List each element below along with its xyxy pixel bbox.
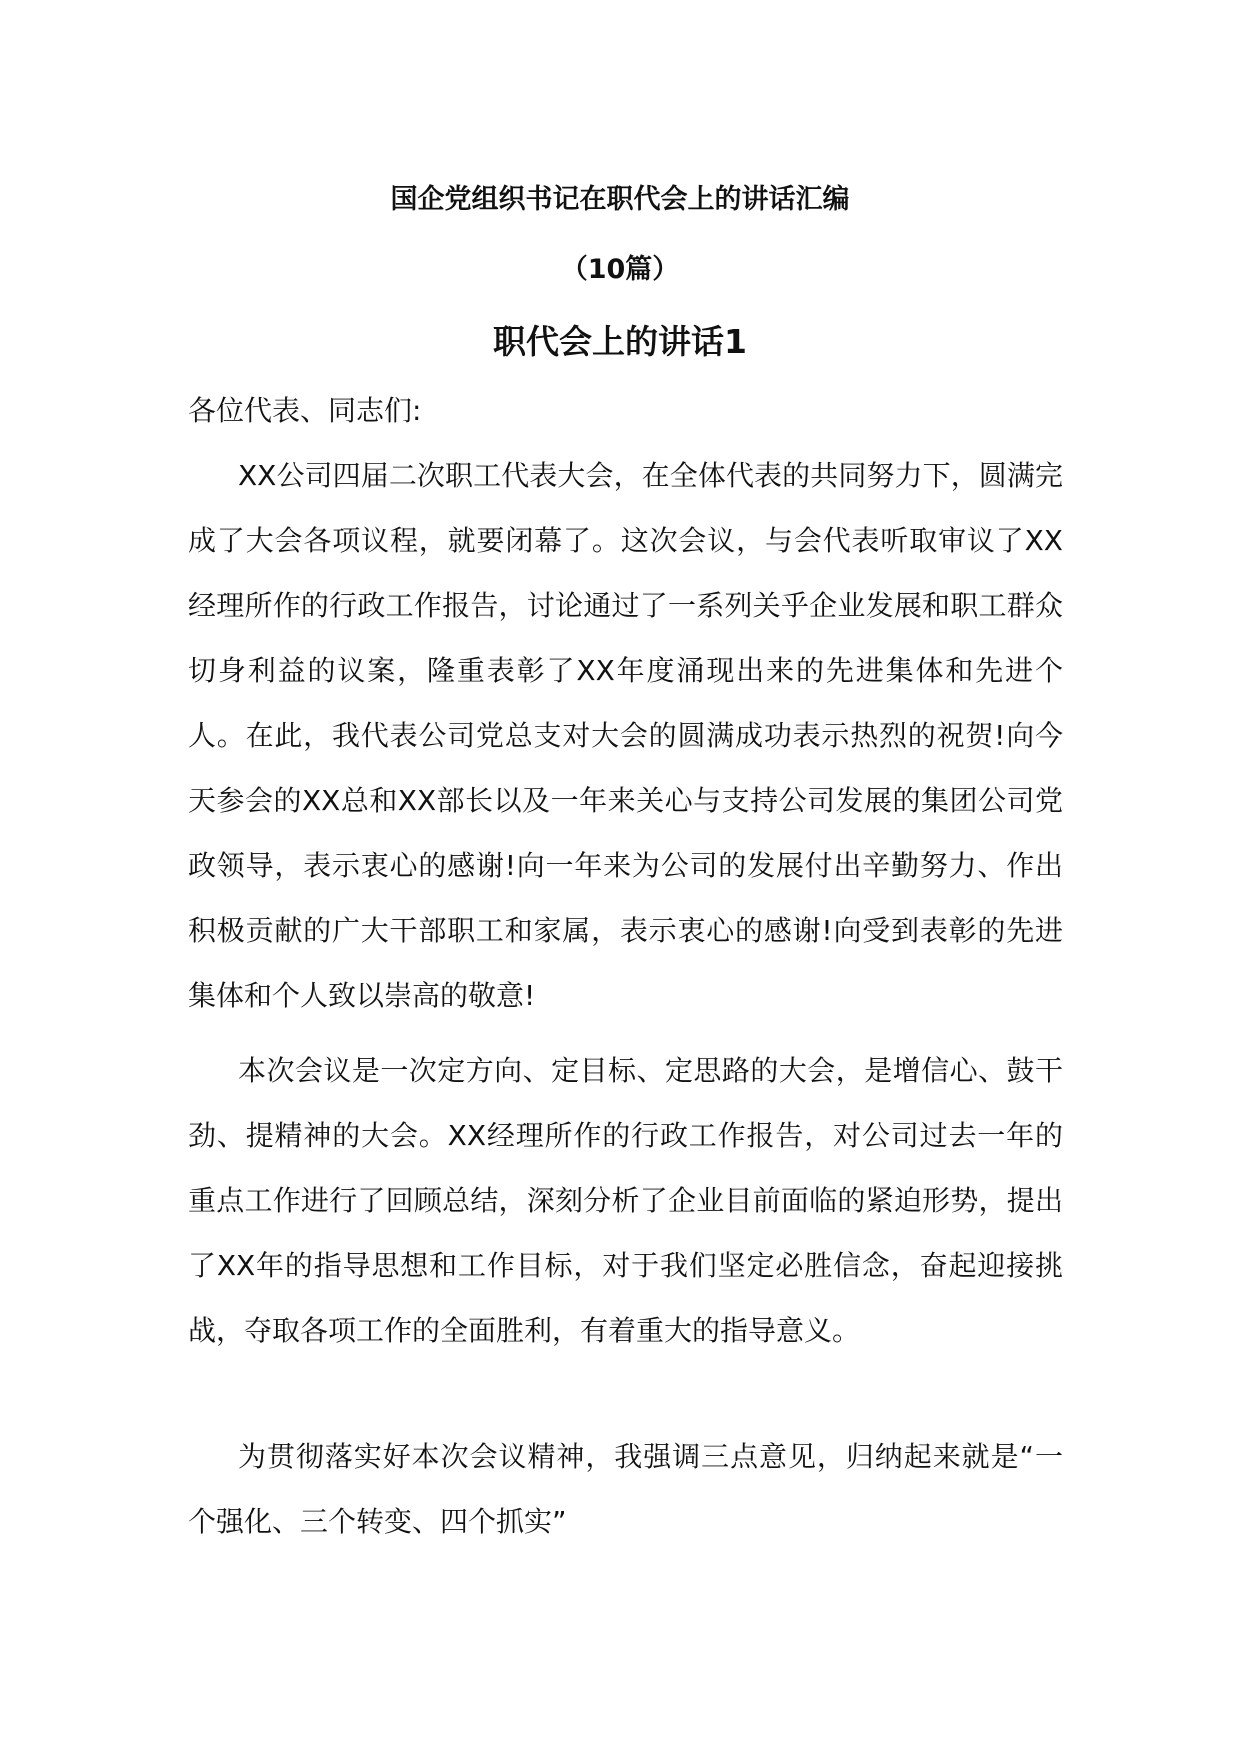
- salutation: 各位代表、同志们:: [188, 394, 422, 427]
- paragraph-2: 本次会议是一次定方向、定目标、定思路的大会，是增信心、鼓干劲、提精神的大会。XX经理所作的行政工作报告，对公司过去一年的重点工作进行了回顾总结，深刻分析了企业目前面临的紧迫形势，提出了XX年的指导思想和工作目标，对于我们坚定必胜信念，奋起迎接挑战，夺取各项工作的全面胜利，有着重大的指导意义。: [188, 1054, 1063, 1347]
- paragraph-3: 为贯彻落实好本次会议精神，我强调三点意见，归纳起来就是“一个强化、三个转变、四个抓实”: [188, 1440, 1063, 1538]
- section-heading: 职代会上的讲话1: [493, 322, 747, 361]
- document-title: 国企党组织书记在职代会上的讲话汇编: [390, 184, 850, 215]
- document-subtitle: （10篇）: [560, 254, 680, 285]
- paragraph-1: XX公司四届二次职工代表大会，在全体代表的共同努力下，圆满完成了大会各项议程，就要闭幕了。这次会议，与会代表听取审议了XX经理所作的行政工作报告，讨论通过了一系列关乎企业发展和职工群众切身利益的议案，隆重表彰了XX年度涌现出来的先进集体和先进个人。在此，我代表公司党总支对大会的圆满成功表示热烈的祝贺!向今天参会的XX总和XX部长以及一年来关心与支持公司发展的集团公司党政领导，表示衷心的感谢!向一年来为公司的发展付出辛勤努力、作出积极贡献的广大干部职工和家属，表示衷心的感谢!向受到表彰的先进集体和个人致以崇高的敬意!: [188, 459, 1063, 1012]
